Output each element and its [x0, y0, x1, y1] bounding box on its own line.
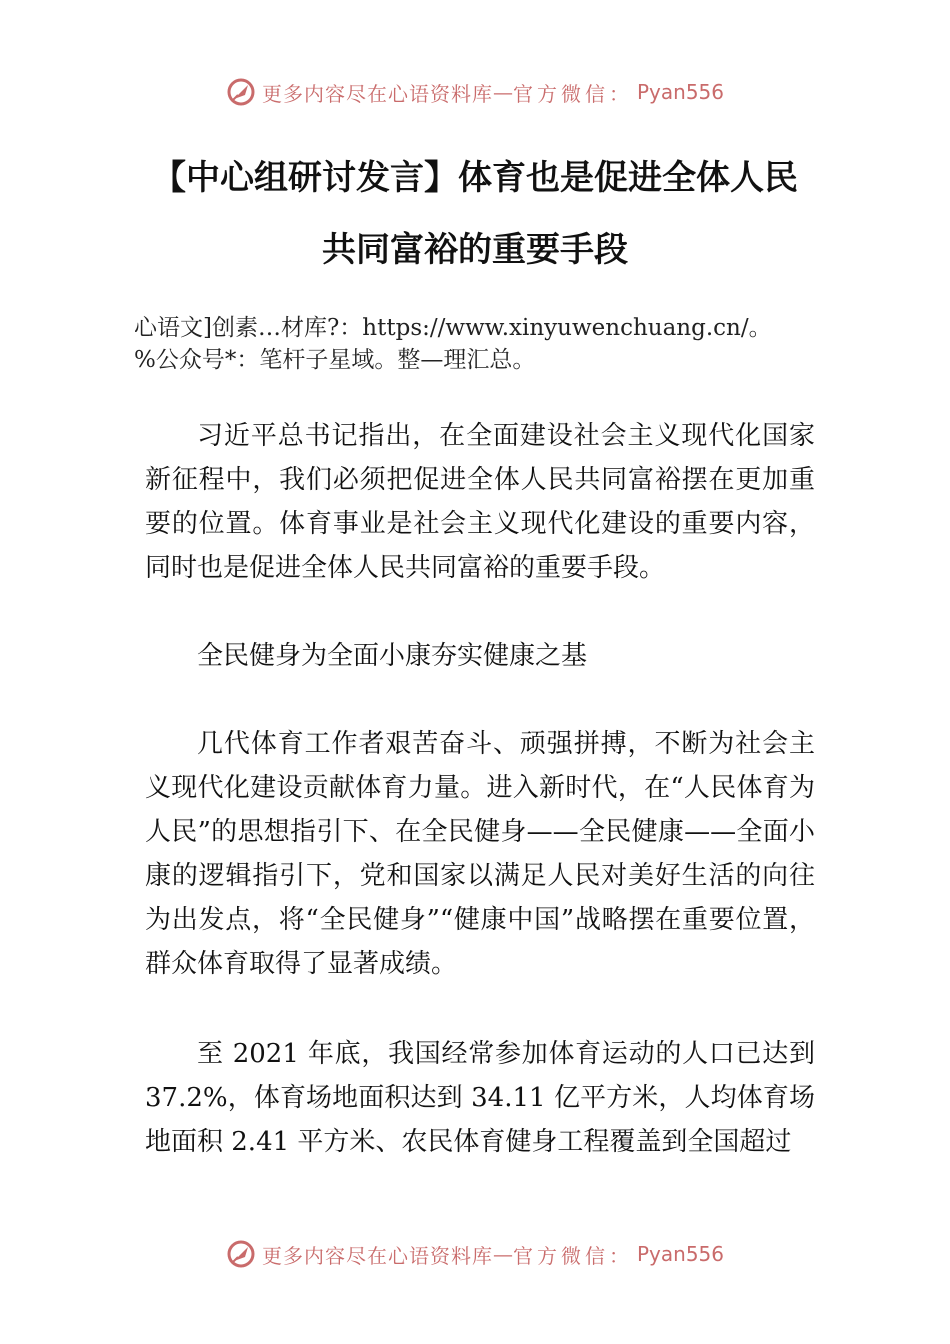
- watermark-wechat-label: 官方微信：: [512, 1243, 633, 1268]
- paragraph-1: [145, 414, 815, 590]
- paragraph-text: 几代体育工作者艰苦奋斗、顽强拼搏，不断为社会主义现代化建设贡献体育力量。进入新时代，在“人民体育为人民”的思想指引下、在全民健身——全民健康——全面小康的逻辑指引下，党和国家以满足人民对美好生活的向往为出发点，将“全民健身”“健康中国”战略摆在重要位置，群众体育取得了显著成绩。: [145, 729, 815, 979]
- watermark-wechat-label: 官方微信：: [512, 81, 633, 106]
- paragraph-2: [145, 722, 815, 986]
- header-watermark: [0, 72, 950, 112]
- quill-logo-icon: [226, 77, 256, 107]
- paragraph-3: [145, 1032, 815, 1164]
- section-heading-text: 全民健身为全面小康夯实健康之基: [197, 641, 588, 671]
- watermark-separator: —: [492, 1242, 513, 1266]
- watermark-wechat-id: Pyan556: [636, 1242, 724, 1266]
- paragraph-text: 习近平总书记指出，在全面建设社会主义现代化国家新征程中，我们必须把促进全体人民共同富裕摆在更加重要的位置。体育事业是社会主义现代化建设的重要内容，同时也是促进全体人民共同富裕的重要手段。: [145, 421, 815, 583]
- section-heading: [145, 634, 815, 678]
- quill-logo-icon: [226, 1239, 256, 1269]
- paragraph-text: 至 2021 年底，我国经常参加体育运动的人口已达到 37.2%，体育场地面积达到 34.11 亿平方米，人均体育场地面积 2.41 平方米、农民体育健身工程覆盖到全国超过: [145, 1039, 815, 1157]
- source-line-2: %公众号*：笔杆子星域。整—理汇总。: [134, 347, 536, 373]
- source-line-1: 心语文]创素…材库?：https://www.xinyuwenchuang.cn/。: [134, 315, 772, 341]
- watermark-wechat-id: Pyan556: [636, 80, 724, 104]
- watermark-text: 更多内容尽在心语资料库: [261, 1243, 493, 1268]
- footer-watermark: [0, 1234, 950, 1274]
- watermark-separator: —: [492, 80, 513, 104]
- watermark-text: 更多内容尽在心语资料库: [261, 81, 493, 106]
- document-title-line-1: 【中心组研讨发言】体育也是促进全体人民: [152, 158, 798, 198]
- document-title-line-2: 共同富裕的重要手段: [322, 230, 628, 270]
